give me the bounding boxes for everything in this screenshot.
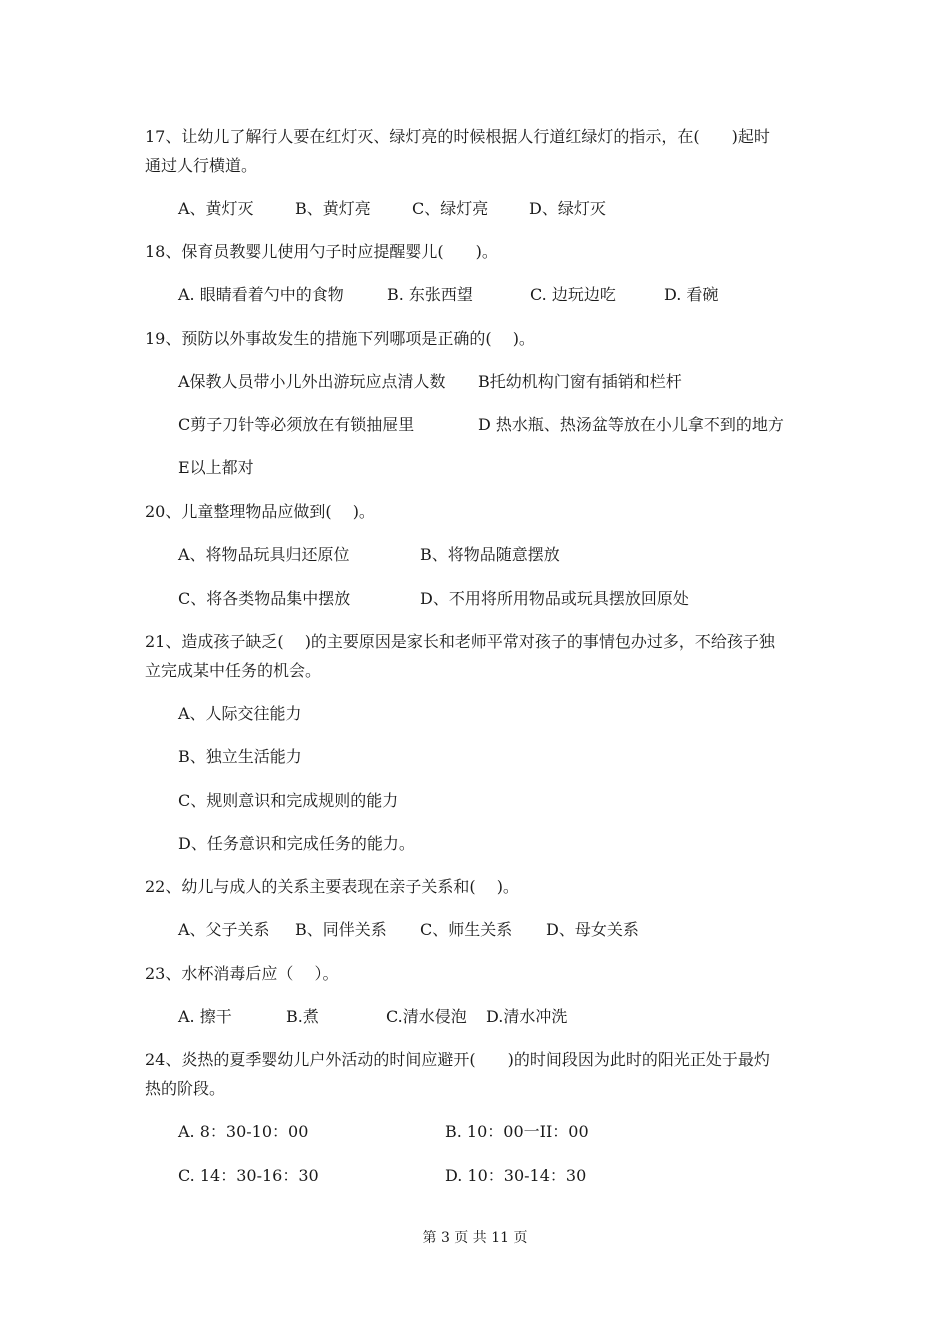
q22-option-d: D、母女关系	[546, 920, 639, 939]
q19-option-b: B托幼机构门窗有插销和栏杆	[478, 372, 682, 391]
question-20-line-1: 20、儿童整理物品应做到( )。	[145, 502, 375, 521]
q24-option-b: B. 10：00一II：00	[445, 1122, 589, 1141]
q22-option-a: A、父子关系	[178, 920, 270, 939]
question-24-line-2: 热的阶段。	[145, 1079, 226, 1098]
q17-option-c: C、绿灯亮	[412, 199, 489, 218]
q22-option-c: C、师生关系	[420, 920, 513, 939]
q19-option-d: D 热水瓶、热汤盆等放在小儿拿不到的地方	[478, 415, 784, 434]
question-17-line-1: 17、让幼儿了解行人要在红灯灭、绿灯亮的时候根据人行道红绿灯的指示，在( )起时	[145, 127, 770, 146]
q17-option-a: A、黄灯灭	[178, 199, 254, 218]
q21-option-c: C、规则意识和完成规则的能力	[178, 791, 399, 810]
question-19-line-1: 19、预防以外事故发生的措施下列哪项是正确的( )。	[145, 329, 535, 348]
question-17-line-2: 通过人行横道。	[145, 156, 258, 175]
question-23-line-1: 23、水杯消毒后应（ ）。	[145, 964, 339, 983]
q23-option-c: C.清水侵泡	[386, 1007, 467, 1026]
q19-option-c: C剪子刀针等必须放在有锁抽屉里	[178, 415, 415, 434]
q20-option-b: B、将物品随意摆放	[420, 545, 560, 564]
q21-option-b: B、独立生活能力	[178, 747, 302, 766]
q23-option-a: A. 擦干	[178, 1007, 232, 1026]
question-21-line-2: 立完成某中任务的机会。	[145, 661, 322, 680]
q23-option-b: B.煮	[286, 1007, 319, 1026]
q24-option-a: A. 8：30-10：00	[178, 1122, 309, 1141]
q19-option-e: E以上都对	[178, 458, 254, 477]
q20-option-a: A、将物品玩具归还原位	[178, 545, 350, 564]
q18-option-c: C. 边玩边吃	[530, 285, 616, 304]
q17-option-d: D、绿灯灭	[529, 199, 606, 218]
q24-option-c: C. 14：30-16：30	[178, 1166, 319, 1185]
q20-option-d: D、不用将所用物品或玩具摆放回原处	[420, 589, 689, 608]
q21-option-d: D、任务意识和完成任务的能力。	[178, 834, 415, 853]
question-21-line-1: 21、造成孩子缺乏( )的主要原因是家长和老师平常对孩子的事情包办过多，不给孩子独	[145, 632, 775, 651]
question-24-line-1: 24、炎热的夏季婴幼儿户外活动的时间应避开( )的时间段因为此时的阳光正处于最灼	[145, 1050, 770, 1069]
question-18-line-1: 18、保育员教婴儿使用勺子时应提醒婴儿( )。	[145, 242, 498, 261]
q18-option-b: B. 东张西望	[387, 285, 473, 304]
q24-option-d: D. 10：30-14：30	[445, 1166, 587, 1185]
q23-option-d: D.清水冲洗	[486, 1007, 568, 1026]
q18-option-d: D. 看碗	[664, 285, 719, 304]
q21-option-a: A、人际交往能力	[178, 704, 302, 723]
q17-option-b: B、黄灯亮	[295, 199, 371, 218]
q19-option-a: A保教人员带小儿外出游玩应点清人数	[178, 372, 446, 391]
page-number-footer: 第 3 页 共 11 页	[422, 1230, 528, 1246]
q18-option-a: A. 眼睛看着勺中的食物	[178, 285, 344, 304]
q22-option-b: B、同伴关系	[295, 920, 387, 939]
q20-option-c: C、将各类物品集中摆放	[178, 589, 351, 608]
question-22-line-1: 22、幼儿与成人的关系主要表现在亲子关系和( )。	[145, 877, 519, 896]
